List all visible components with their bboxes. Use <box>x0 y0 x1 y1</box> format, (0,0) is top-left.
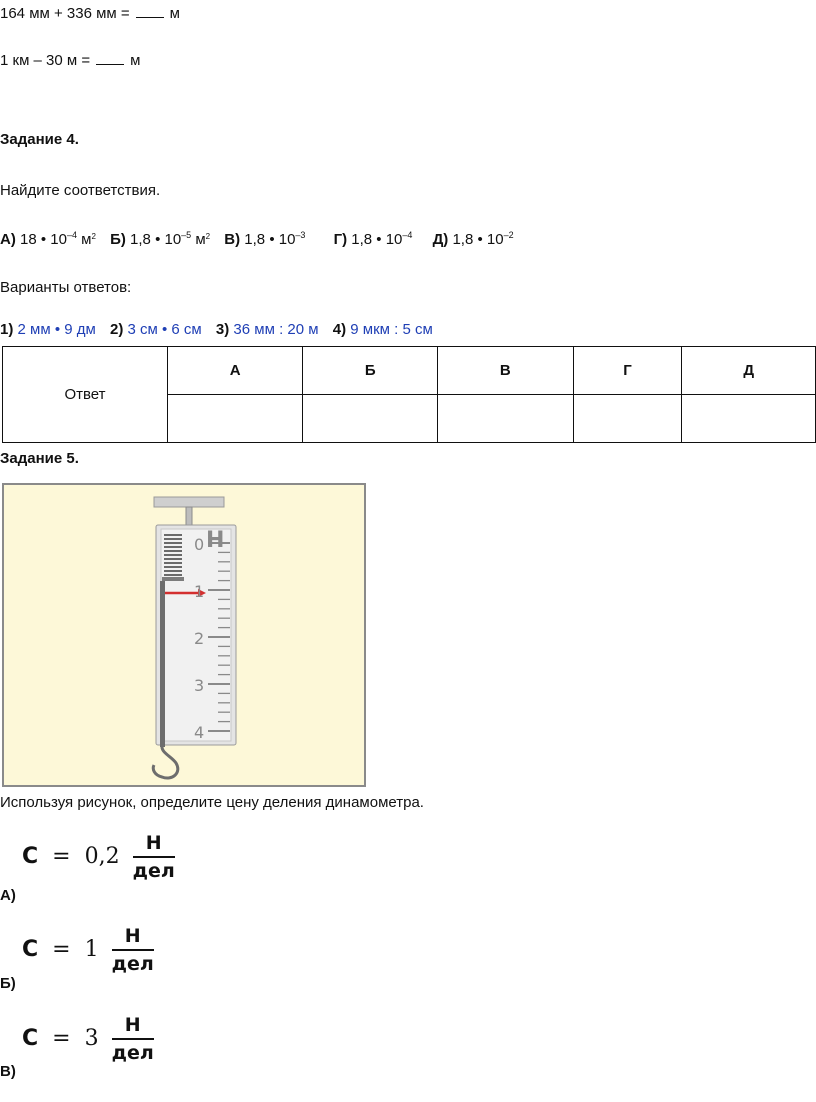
variant-4 <box>333 321 433 338</box>
fraction-num: Н <box>133 832 175 858</box>
variant-text: 9 мкм : 5 см <box>350 321 433 338</box>
answer-header-v: В <box>438 347 573 395</box>
mount-bar <box>154 497 224 507</box>
item-text: 1,8 • 10 <box>244 231 296 248</box>
scale-label: 3 <box>194 676 205 695</box>
task4-items <box>0 230 524 248</box>
equation-line-1 <box>0 4 180 22</box>
task5-title: Задание 5. <box>0 450 79 467</box>
equation-line-2 <box>0 51 140 69</box>
formula-value: 0,2 <box>84 844 120 869</box>
variant-num: 3) <box>215 321 230 338</box>
variant-text: 3 см • 6 см <box>127 321 202 338</box>
answer-cell-b[interactable] <box>303 395 438 443</box>
item-exp: –4 <box>402 230 413 240</box>
answer-cell-v[interactable] <box>438 395 573 443</box>
fraction-den: дел <box>111 1042 154 1064</box>
answer-table-header-row <box>3 347 816 395</box>
answer-header-d: Д <box>682 347 816 395</box>
option-b-formula <box>22 925 154 975</box>
item-letter: Г) <box>333 231 348 248</box>
mount-stem <box>186 507 192 527</box>
answer-cell-d[interactable] <box>682 395 816 443</box>
equation-2-expr: 1 км – 30 м = <box>0 52 91 69</box>
fraction <box>112 925 154 975</box>
option-a-formula <box>22 832 175 882</box>
item-exp: –4 <box>66 230 77 240</box>
answer-header-b: Б <box>303 347 438 395</box>
fraction-num: Н <box>112 1014 154 1040</box>
scale-label: 2 <box>194 629 205 648</box>
scale-label: 4 <box>194 723 205 742</box>
item-g <box>334 231 413 248</box>
spring-base <box>162 577 184 581</box>
item-unit-exp: 2 <box>91 232 96 241</box>
item-text: 1,8 • 10 <box>452 231 504 248</box>
answer-header-g: Г <box>573 347 682 395</box>
item-text: 18 • 10 <box>20 231 67 248</box>
item-exp: –3 <box>295 230 306 240</box>
task4-title: Задание 4. <box>0 131 79 148</box>
item-letter: Д) <box>432 231 449 248</box>
task4-instruction: Найдите соответствия. <box>0 182 161 199</box>
item-exp: –5 <box>181 230 192 240</box>
variant-1 <box>0 321 96 338</box>
formula-eq: = <box>52 937 71 962</box>
item-letter: В) <box>224 231 241 248</box>
scale-label: 0 <box>194 535 205 554</box>
dynamometer-illustration <box>4 485 364 785</box>
variant-num: 2) <box>109 321 124 338</box>
formula-value: 1 <box>84 937 99 962</box>
equation-1-expr: 164 мм + 336 мм = <box>0 5 130 22</box>
item-v <box>224 231 305 248</box>
item-letter: А) <box>0 231 16 248</box>
dynamometer-figure <box>2 483 366 787</box>
item-text: 1,8 • 10 <box>130 231 182 248</box>
hook-rod <box>160 581 165 747</box>
fraction <box>133 832 175 882</box>
option-a-letter[interactable]: А) <box>0 887 16 904</box>
item-unit-exp: 2 <box>205 232 211 241</box>
task5-question: Используя рисунок, определите цену деления динамометра. <box>0 794 424 811</box>
hook <box>153 747 178 778</box>
fraction-num: Н <box>112 925 154 951</box>
variant-text: 36 мм : 20 м <box>233 321 319 338</box>
item-unit: м <box>81 231 92 248</box>
fraction-den: дел <box>111 953 154 975</box>
formula-eq: = <box>52 1026 71 1051</box>
item-b <box>110 231 210 248</box>
item-a <box>0 231 96 248</box>
formula-c: C <box>22 844 39 869</box>
variant-text: 2 мм • 9 дм <box>17 321 96 338</box>
formula-c: C <box>22 937 39 962</box>
answer-blank-2[interactable] <box>96 51 124 65</box>
equation-2-unit: м <box>130 52 141 69</box>
item-unit: м <box>195 231 206 248</box>
answer-row-label: Ответ <box>3 347 168 443</box>
option-v-formula <box>22 1014 154 1064</box>
variant-num: 1) <box>0 321 14 338</box>
variant-num: 4) <box>332 321 347 338</box>
fraction <box>112 1014 154 1064</box>
formula-c: C <box>22 1026 39 1051</box>
option-b-letter[interactable]: Б) <box>0 975 16 992</box>
answer-table <box>2 346 816 443</box>
item-exp: –2 <box>503 230 514 240</box>
answer-header-a: А <box>168 347 303 395</box>
option-v-letter[interactable]: В) <box>0 1063 16 1080</box>
answer-cell-g[interactable] <box>573 395 682 443</box>
variant-2 <box>110 321 202 338</box>
unit-label: Н <box>206 528 225 553</box>
variant-3 <box>216 321 319 338</box>
variants-label: Варианты ответов: <box>0 279 132 296</box>
equation-1-unit: м <box>169 5 180 22</box>
fraction-den: дел <box>132 860 175 882</box>
item-d <box>433 231 514 248</box>
answer-cell-a[interactable] <box>168 395 303 443</box>
scale-label: 1 <box>194 582 205 601</box>
answer-blank-1[interactable] <box>136 4 164 18</box>
formula-value: 3 <box>84 1026 99 1051</box>
variants-list <box>0 321 443 338</box>
item-letter: Б) <box>110 231 126 248</box>
formula-eq: = <box>52 844 71 869</box>
item-text: 1,8 • 10 <box>351 231 403 248</box>
